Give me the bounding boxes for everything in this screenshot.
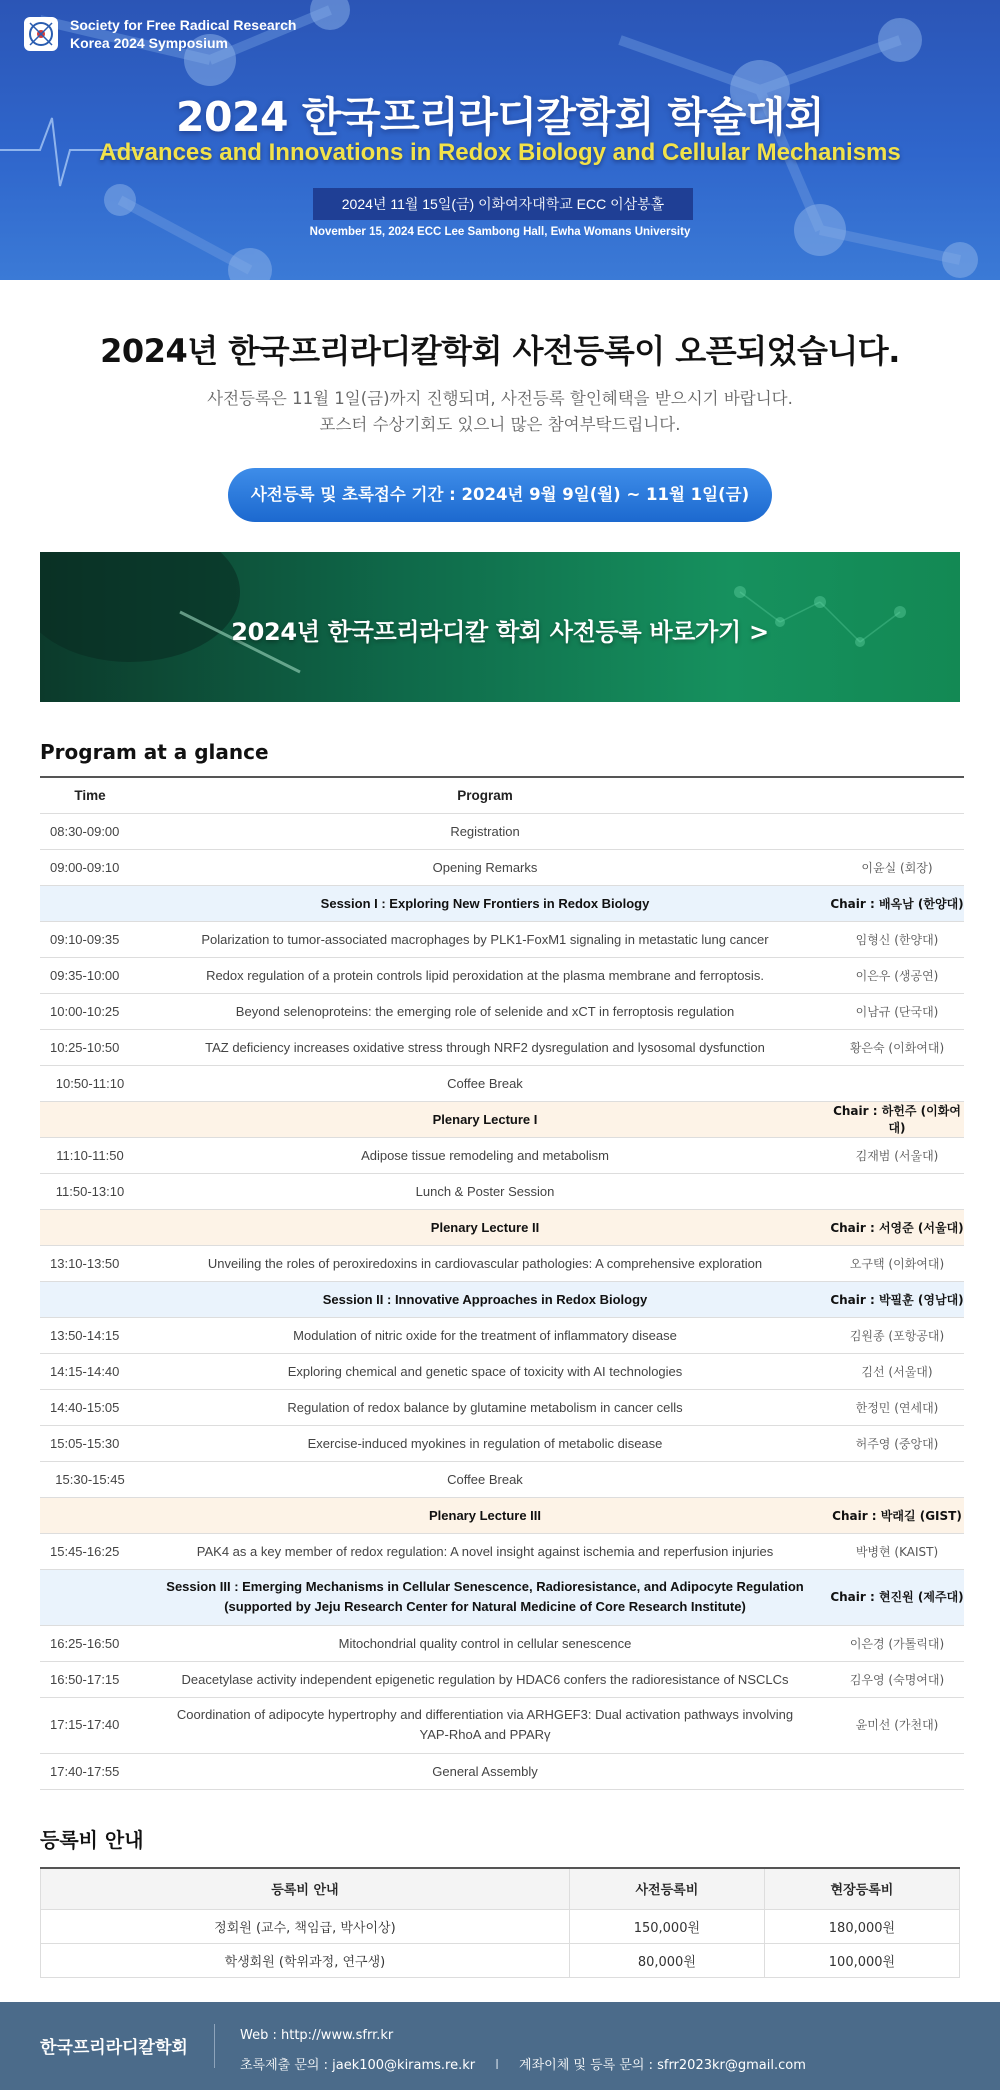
program-item-title: Beyond selenoproteins: the emerging role of selenide and xCT in ferroptosis regulation	[235, 1003, 735, 1019]
header-speaker	[830, 777, 964, 813]
program-row	[40, 1425, 964, 1461]
program-speaker: 이윤실 (회장)	[830, 849, 964, 885]
program-chair: Chair : 박래길 (GIST)	[830, 1497, 964, 1533]
fee-header: 현장등록비	[764, 1868, 959, 1910]
program-title-cell	[140, 1245, 830, 1281]
program-item-title: Session III : Emerging Mechanisms in Cellular Senescence, Radioresistance, and Adipocyte Regulation	[166, 1579, 804, 1594]
session-row	[40, 885, 964, 921]
program-time: 16:50-17:15	[40, 1661, 140, 1697]
fee-cell: 100,000원	[764, 1944, 959, 1978]
program-speaker: 허주영 (중앙대)	[830, 1425, 964, 1461]
program-item-title: Session II : Innovative Approaches in Redox Biology	[322, 1291, 648, 1307]
program-speaker	[830, 1173, 964, 1209]
program-title-cell	[140, 1317, 830, 1353]
fee-cell: 180,000원	[764, 1910, 959, 1944]
program-title-cell	[140, 1569, 830, 1625]
program-item-title: Exploring chemical and genetic space of toxicity with AI technologies	[287, 1363, 683, 1379]
program-time: 15:45-16:25	[40, 1533, 140, 1569]
footer-contacts	[240, 2054, 806, 2073]
banner-label: 2024년 한국프리라디칼 학회 사전등록 바로가기 >	[231, 618, 769, 646]
plenary-row	[40, 1101, 964, 1137]
program-title-cell	[140, 921, 830, 957]
program-title-cell	[140, 813, 830, 849]
program-title-cell	[140, 1101, 830, 1137]
program-row	[40, 1461, 964, 1497]
program-header-row	[40, 777, 964, 813]
program-item-title: Coordination of adipocyte hypertrophy and differentiation via ARHGEF3: Dual activation pathways involving	[176, 1707, 794, 1722]
plenary-row	[40, 1497, 964, 1533]
program-item-title: Plenary Lecture III	[429, 1507, 541, 1523]
program-item-title: General Assembly	[432, 1763, 538, 1779]
program-item-title: Deacetylase activity independent epigenetic regulation by HDAC6 confers the radioresistance of NSCLCs	[181, 1671, 789, 1687]
program-item-title: Coffee Break	[447, 1075, 523, 1091]
program-row	[40, 813, 964, 849]
hero-title: 2024 한국프리라디칼학회 학술대회	[175, 93, 825, 141]
program-table	[40, 776, 964, 1790]
program-item-title: Coffee Break	[447, 1471, 523, 1487]
registration-headline: 2024년 한국프리라디칼학회 사전등록이 오픈되었습니다.	[100, 332, 900, 370]
program-time: 13:10-13:50	[40, 1245, 140, 1281]
program-title-cell	[140, 849, 830, 885]
program-item-title: Mitochondrial quality control in cellular senescence	[338, 1635, 632, 1651]
program-title-cell	[140, 1353, 830, 1389]
program-chair: Chair : 박필훈 (영남대)	[830, 1281, 964, 1317]
program-speaker: 이남규 (단국대)	[830, 993, 964, 1029]
program-time: 10:25-10:50	[40, 1029, 140, 1065]
program-speaker	[830, 1065, 964, 1101]
fee-header-row	[41, 1868, 960, 1910]
program-title-cell	[140, 1661, 830, 1697]
program-time: 11:50-13:10	[40, 1173, 140, 1209]
program-title-cell	[140, 1425, 830, 1461]
fee-title: 등록비 안내	[40, 1827, 144, 1852]
program-item-title: Redox regulation of a protein controls lipid peroxidation at the plasma membrane and ferroptosis.	[206, 967, 764, 983]
program-item-title: Exercise-induced myokines in regulation of metabolic disease	[307, 1435, 663, 1451]
program-item-title: Registration	[450, 823, 520, 839]
program-title-cell	[140, 1281, 830, 1317]
fee-cell: 정회원 (교수, 책임급, 박사이상)	[41, 1910, 570, 1944]
program-speaker: 이은경 (가톨릭대)	[830, 1625, 964, 1661]
program-item-title-line2: (supported by Jeju Research Center for Natural Medicine of Core Research Institute)	[224, 1599, 746, 1614]
fee-cell: 80,000원	[569, 1944, 764, 1978]
program-row	[40, 849, 964, 885]
fee-cell: 학생회원 (학위과정, 연구생)	[41, 1944, 570, 1978]
program-title-cell	[140, 1461, 830, 1497]
program-item-title: Adipose tissue remodeling and metabolism	[361, 1147, 609, 1163]
program-time	[40, 1209, 140, 1245]
program-time: 15:05-15:30	[40, 1425, 140, 1461]
program-time	[40, 1281, 140, 1317]
footer	[0, 2002, 1000, 2090]
program-item-title: TAZ deficiency increases oxidative stress through NRF2 dysregulation and lysosomal dysfunction	[205, 1039, 765, 1055]
program-row	[40, 1065, 964, 1101]
program-row	[40, 957, 964, 993]
program-time	[40, 885, 140, 921]
program-title-cell	[140, 1625, 830, 1661]
program-speaker: 박병현 (KAIST)	[830, 1533, 964, 1569]
program-chair: Chair : 배옥남 (한양대)	[830, 885, 964, 921]
program-time: 17:15-17:40	[40, 1697, 140, 1753]
program-title-cell	[140, 1065, 830, 1101]
intro-text	[0, 386, 1000, 438]
program-row	[40, 1245, 964, 1281]
hero-date-en: November 15, 2024 ECC Lee Sambong Hall, Ewha Womans University	[309, 226, 691, 238]
program-chair: Chair : 서영준 (서울대)	[830, 1209, 964, 1245]
registration-period-button[interactable]: 사전등록 및 초록접수 기간 : 2024년 9월 9일(월) ~ 11월 1일(금)	[228, 468, 772, 522]
program-speaker: 김원종 (포항공대)	[830, 1317, 964, 1353]
program-speaker: 황은숙 (이화여대)	[830, 1029, 964, 1065]
program-time: 15:30-15:45	[40, 1461, 140, 1497]
footer-divider	[214, 2024, 215, 2068]
session-row	[40, 1281, 964, 1317]
program-speaker: 이은우 (생공연)	[830, 957, 964, 993]
program-speaker: 김선 (서울대)	[830, 1353, 964, 1389]
program-time: 13:50-14:15	[40, 1317, 140, 1353]
program-row	[40, 921, 964, 957]
header-program: Program	[140, 777, 830, 813]
program-item-title: Unveiling the roles of peroxiredoxins in cardiovascular pathologies: A comprehensive exploration	[207, 1255, 763, 1271]
program-row	[40, 1137, 964, 1173]
fee-cell: 150,000원	[569, 1910, 764, 1944]
program-speaker	[830, 1753, 964, 1789]
program-speaker	[830, 1461, 964, 1497]
program-item-title: Regulation of redox balance by glutamine metabolism in cancer cells	[287, 1399, 683, 1415]
program-speaker: 윤미선 (가천대)	[830, 1697, 964, 1753]
program-time	[40, 1497, 140, 1533]
program-item-title: Plenary Lecture II	[430, 1219, 540, 1235]
logo[interactable]	[24, 16, 296, 52]
program-item-title: Session I : Exploring New Frontiers in Redox Biology	[320, 895, 650, 911]
program-title-cell	[140, 1753, 830, 1789]
program-time: 14:15-14:40	[40, 1353, 140, 1389]
program-speaker	[830, 813, 964, 849]
pre-registration-banner-link[interactable]	[40, 552, 960, 702]
program-time: 09:00-09:10	[40, 849, 140, 885]
program-row	[40, 1753, 964, 1789]
footer-transfer-contact[interactable]: 계좌이체 및 등록 문의 : sfrr2023kr@gmail.com	[519, 2058, 806, 2073]
footer-web-link[interactable]: Web : http://www.sfrr.kr	[240, 2028, 394, 2043]
program-title-cell	[140, 1497, 830, 1533]
program-row	[40, 1533, 964, 1569]
program-speaker: 김우영 (숙명여대)	[830, 1661, 964, 1697]
society-logo-icon	[24, 17, 58, 51]
program-speaker: 오구택 (이화여대)	[830, 1245, 964, 1281]
hero-date-ko: 2024년 11월 15일(금) 이화여자대학교 ECC 이삼봉홀	[313, 188, 693, 220]
program-row	[40, 1697, 964, 1753]
program-chair: Chair : 현진원 (제주대)	[830, 1569, 964, 1625]
hero-banner	[0, 0, 1000, 280]
program-time: 14:40-15:05	[40, 1389, 140, 1425]
footer-separator: l	[495, 2058, 499, 2073]
footer-abstract-contact[interactable]: 초록제출 문의 : jaek100@kirams.re.kr	[240, 2058, 476, 2073]
program-item-title: Opening Remarks	[432, 859, 538, 875]
fee-row	[41, 1910, 960, 1944]
program-title-cell	[140, 1173, 830, 1209]
program-row	[40, 1661, 964, 1697]
logo-line2: Korea 2024 Symposium	[70, 35, 228, 51]
program-speaker: 김재범 (서울대)	[830, 1137, 964, 1173]
program-row	[40, 1173, 964, 1209]
program-item-title: PAK4 as a key member of redox regulation: A novel insight against ischemia and reperfusion injuries	[196, 1543, 774, 1559]
program-time: 16:25-16:50	[40, 1625, 140, 1661]
program-row	[40, 1353, 964, 1389]
program-time	[40, 1569, 140, 1625]
header-time: Time	[40, 777, 140, 813]
program-time: 17:40-17:55	[40, 1753, 140, 1789]
program-time: 09:10-09:35	[40, 921, 140, 957]
program-speaker: 임형신 (한양대)	[830, 921, 964, 957]
program-title-cell	[140, 1209, 830, 1245]
session-row	[40, 1569, 964, 1625]
intro-line1: 사전등록은 11월 1일(금)까지 진행되며, 사전등록 할인혜택을 받으시기 바랍니다.	[207, 389, 793, 408]
plenary-row	[40, 1209, 964, 1245]
program-time: 09:35-10:00	[40, 957, 140, 993]
program-time: 11:10-11:50	[40, 1137, 140, 1173]
program-row	[40, 993, 964, 1029]
program-title-cell	[140, 885, 830, 921]
program-body	[40, 813, 964, 1789]
program-chair: Chair : 하헌주 (이화여대)	[830, 1101, 964, 1137]
program-title-cell	[140, 957, 830, 993]
program-time	[40, 1101, 140, 1137]
program-item-title: Modulation of nitric oxide for the treatment of inflammatory disease	[293, 1327, 677, 1343]
program-time: 10:00-10:25	[40, 993, 140, 1029]
program-row	[40, 1029, 964, 1065]
program-speaker: 한정민 (연세대)	[830, 1389, 964, 1425]
program-item-title: Plenary Lecture I	[432, 1111, 538, 1127]
fee-header: 사전등록비	[569, 1868, 764, 1910]
intro-line2: 포스터 수상기회도 있으니 많은 참여부탁드립니다.	[319, 415, 681, 434]
program-item-title: Polarization to tumor-associated macrophages by PLK1-FoxM1 signaling in metastatic lung cancer	[201, 931, 769, 947]
program-item-title-line2: YAP-RhoA and PPARγ	[419, 1727, 551, 1742]
hero-subtitle: Advances and Innovations in Redox Biology and Cellular Mechanisms	[99, 139, 901, 166]
fee-header: 등록비 안내	[41, 1868, 570, 1910]
fee-table	[40, 1867, 960, 1979]
program-title-cell	[140, 1697, 830, 1753]
program-row	[40, 1389, 964, 1425]
footer-org: 한국프리라디칼학회	[40, 2038, 188, 2058]
program-title: Program at a glance	[40, 740, 269, 764]
program-row	[40, 1625, 964, 1661]
program-row	[40, 1317, 964, 1353]
program-title-cell	[140, 1137, 830, 1173]
program-title-cell	[140, 1029, 830, 1065]
program-time: 08:30-09:00	[40, 813, 140, 849]
program-title-cell	[140, 1389, 830, 1425]
logo-line1: Society for Free Radical Research	[70, 17, 297, 33]
program-time: 10:50-11:10	[40, 1065, 140, 1101]
program-title-cell	[140, 1533, 830, 1569]
program-item-title: Lunch & Poster Session	[415, 1183, 555, 1199]
program-title-cell	[140, 993, 830, 1029]
fee-row	[41, 1944, 960, 1978]
